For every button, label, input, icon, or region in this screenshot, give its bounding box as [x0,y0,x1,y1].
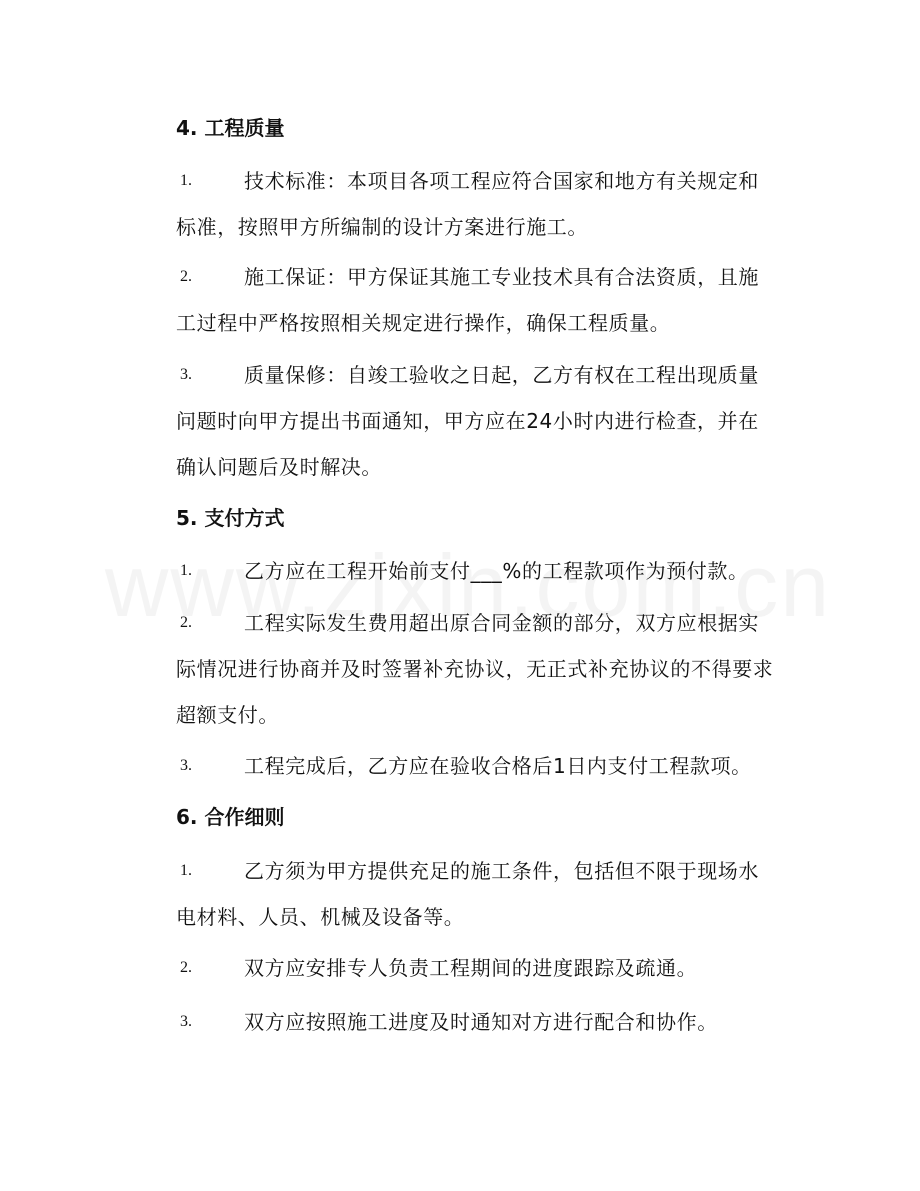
item-text: 双方应安排专人负责工程期间的进度跟踪及疏通。 [244,956,698,980]
list-item [176,848,776,940]
item-text: 工程完成后，乙方应在验收合格后1日内支付工程款项。 [244,754,752,778]
list-item [176,600,776,738]
list-item [176,999,776,1045]
list-item [176,158,776,250]
section-heading-quality: 4. 工程质量 [176,116,285,140]
item-number: 2. [180,268,192,285]
item-number: 3. [180,366,192,383]
item-text: 质量保修：自竣工验收之日起，乙方有权在工程出现质量问题时向甲方提出书面通知，甲方应在24小时内进行检查，并在确认问题后及时解决。 [176,363,759,479]
item-text: 双方应按照施工进度及时通知对方进行配合和协作。 [244,1010,718,1034]
item-number: 2. [180,614,192,631]
item-text: 工程实际发生费用超出原合同金额的部分，双方应根据实际情况进行协商并及时签署补充协议，无正式补充协议的不得要求超额支付。 [176,611,774,727]
list-item [176,352,776,490]
list-item [176,743,776,789]
item-text: 乙方须为甲方提供充足的施工条件，包括但不限于现场水电材料、人员、机械及设备等。 [176,859,759,929]
item-text: 施工保证：甲方保证其施工专业技术具有合法资质，且施工过程中严格按照相关规定进行操作，确保工程质量。 [176,265,759,335]
item-text: 乙方应在工程开始前支付___%的工程款项作为预付款。 [244,559,749,583]
item-number: 1. [180,172,192,189]
list-item [176,254,776,346]
item-number: 3. [180,1013,192,1030]
item-number: 2. [180,959,192,976]
section-heading-payment: 5. 支付方式 [176,506,285,530]
item-number: 1. [180,862,192,879]
item-number: 1. [180,562,192,579]
list-item [176,548,776,594]
section-heading-cooperation: 6. 合作细则 [176,805,285,829]
list-item [176,945,776,991]
item-number: 3. [180,757,192,774]
item-text: 技术标准：本项目各项工程应符合国家和地方有关规定和标准，按照甲方所编制的设计方案进行施工。 [176,169,759,239]
